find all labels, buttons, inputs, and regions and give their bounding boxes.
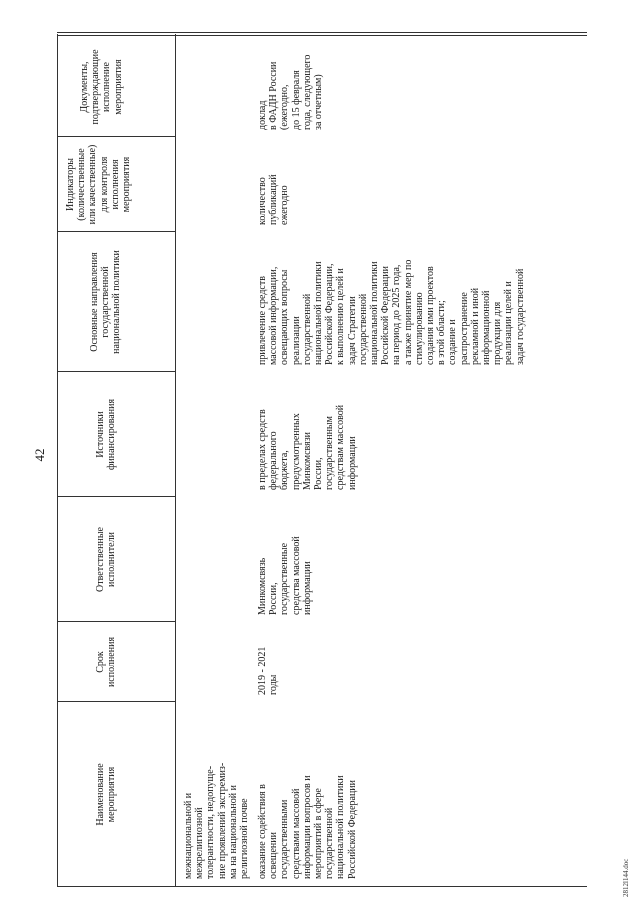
- header-term-text: Срок исполнения: [95, 636, 118, 688]
- col-divider-0: [57, 886, 587, 887]
- page-number: 42: [32, 448, 47, 462]
- header-bottom-border: [175, 34, 176, 887]
- header-financing-text: Источники финансирования: [95, 398, 118, 471]
- row-name: оказание содействия в освещении государственными средствами массовой информации вопросов и мероприятий в сфере государственной национальной политики Российской Федерации: [257, 775, 358, 879]
- row-directions: привлечение средств массовой информации, освещающих вопросы реализации государственной национальной политики Российской Федерации, к выполнению целей и задач Стратегии государственной национальной политики Российской Федерации на период до 2025 года, а также принятие мер по стимулированию создания ими проектов в этой области; создание и распространение рекламной и иной информационной продукции для реализации целей и задач государственной: [257, 259, 526, 365]
- events-table: [57, 34, 587, 887]
- header-directions: [89, 232, 123, 372]
- header-term: [95, 622, 117, 702]
- continuation-text: межнациональной и межрелигиозной толерантности, недопуще- ние проявлений экстремиз- ма на национальной и религиозной почве: [183, 762, 251, 879]
- table-right-border: [57, 32, 587, 36]
- header-documents-text: Документы, подтверждающие исполнение мероприятия: [79, 49, 124, 125]
- header-indicators: [65, 137, 132, 232]
- row-term: 2019 - 2021 годы: [257, 646, 280, 695]
- row-documents: доклад в ФАДН России (ежегодно, до 15 февраля года, следующего за отчетным): [257, 54, 325, 130]
- row-financing: в пределах средств федерального бюджета, предусмотренных Минкомсвязи России, государственным средствам массовой информации: [257, 404, 358, 490]
- header-documents: [79, 37, 124, 137]
- header-executors: [95, 497, 117, 622]
- table-top-border: [57, 34, 58, 887]
- footer-file-name: 2812l144.doc: [622, 858, 630, 897]
- header-indicators-text: Индикаторы (количественные или качественные) для контроля исполнения мероприятия: [65, 144, 133, 225]
- header-name: [95, 702, 117, 887]
- row-indicators: количество публикаций ежегодно: [257, 174, 291, 225]
- header-directions-text: Основные направления государственной национальной политики: [89, 250, 123, 354]
- header-name-text: Наименование мероприятия: [95, 763, 118, 826]
- header-executors-text: Ответственные исполнители: [95, 527, 118, 592]
- row-executors: Минкомсвязь России, государственные средства массовой информации: [257, 536, 313, 615]
- header-financing: [95, 372, 117, 497]
